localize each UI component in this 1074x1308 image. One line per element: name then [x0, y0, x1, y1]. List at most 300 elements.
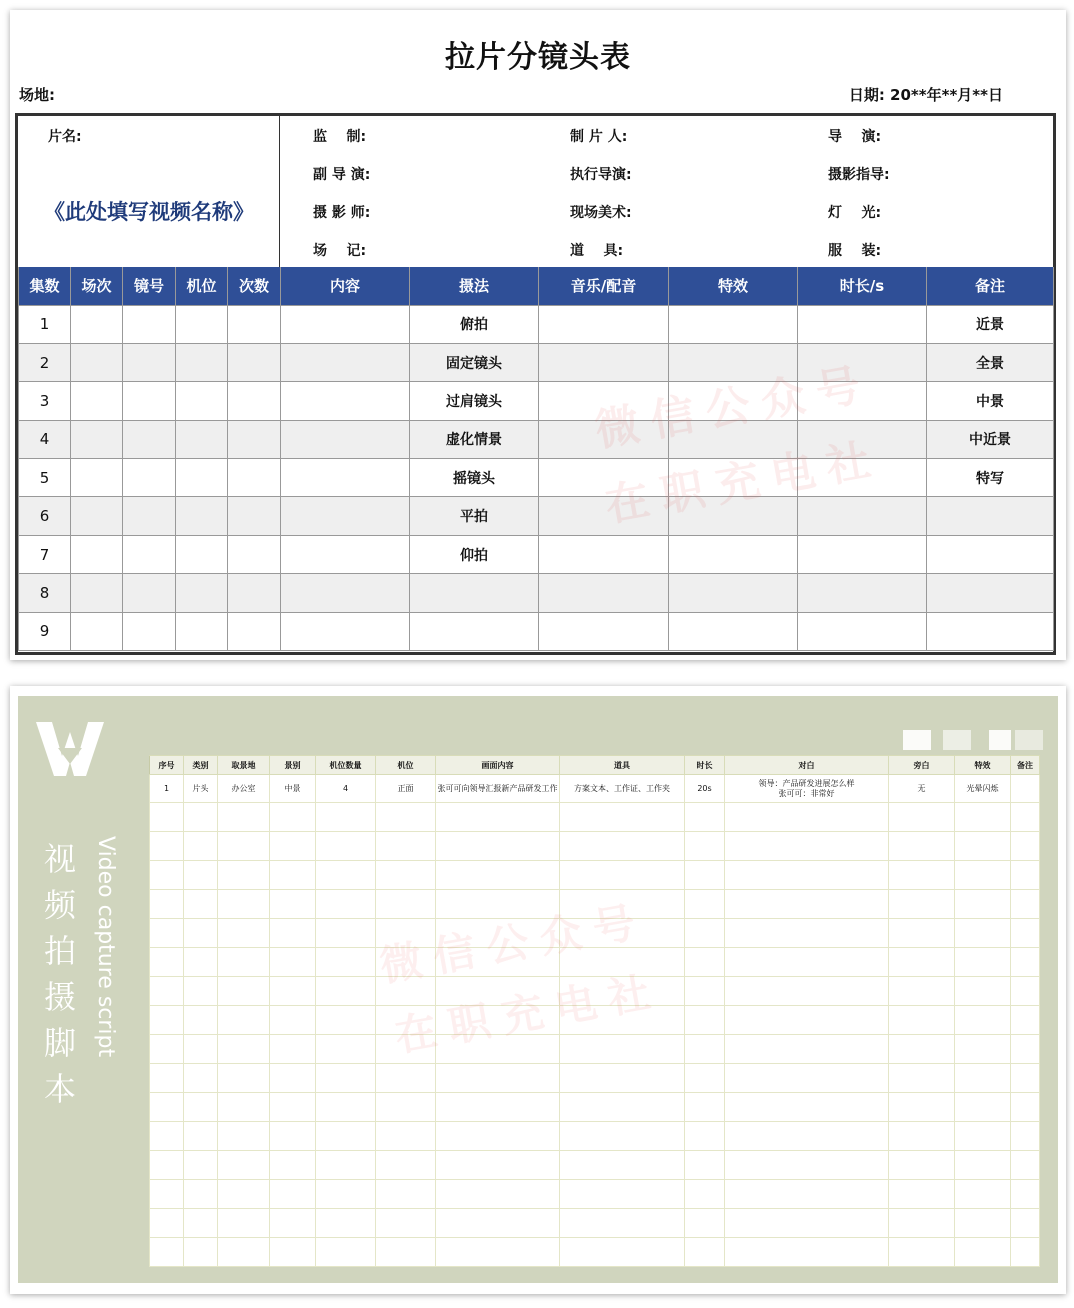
table-cell[interactable]: [376, 1151, 436, 1180]
table-cell[interactable]: [184, 890, 218, 919]
table-cell[interactable]: [560, 832, 685, 861]
table-cell[interactable]: [376, 861, 436, 890]
table-cell[interactable]: [218, 1122, 270, 1151]
table-cell[interactable]: [184, 919, 218, 948]
table-cell[interactable]: [955, 919, 1011, 948]
table-cell[interactable]: [184, 861, 218, 890]
table-cell[interactable]: [71, 497, 123, 535]
table-cell[interactable]: [150, 919, 184, 948]
table-cell[interactable]: 1: [19, 305, 71, 343]
table-cell[interactable]: [123, 459, 176, 497]
table-cell[interactable]: [316, 1209, 376, 1238]
table-cell[interactable]: [376, 1006, 436, 1035]
table-cell[interactable]: [71, 535, 123, 573]
table-cell[interactable]: [725, 977, 889, 1006]
table-cell[interactable]: [725, 919, 889, 948]
table-cell[interactable]: [150, 1122, 184, 1151]
table-cell[interactable]: [889, 1238, 955, 1267]
table-cell[interactable]: [1011, 775, 1040, 803]
table-cell[interactable]: [176, 420, 228, 458]
table-cell[interactable]: [228, 459, 281, 497]
table-cell[interactable]: [270, 1151, 316, 1180]
table-cell[interactable]: [539, 459, 669, 497]
table-cell[interactable]: [927, 535, 1054, 573]
table-cell[interactable]: [184, 1180, 218, 1209]
table-cell[interactable]: [123, 535, 176, 573]
table-cell[interactable]: [184, 948, 218, 977]
table-cell[interactable]: 6: [19, 497, 71, 535]
table-cell[interactable]: [184, 1122, 218, 1151]
table-cell[interactable]: [955, 948, 1011, 977]
table-cell[interactable]: [1011, 803, 1040, 832]
table-cell[interactable]: [71, 459, 123, 497]
table-cell[interactable]: 4: [19, 420, 71, 458]
table-cell[interactable]: [955, 803, 1011, 832]
table-cell[interactable]: [316, 948, 376, 977]
table-cell[interactable]: [316, 803, 376, 832]
table-cell[interactable]: [176, 305, 228, 343]
table-cell[interactable]: [889, 861, 955, 890]
table-cell[interactable]: [150, 1064, 184, 1093]
table-cell[interactable]: [725, 1064, 889, 1093]
table-cell[interactable]: [270, 948, 316, 977]
table-cell[interactable]: [218, 832, 270, 861]
table-cell[interactable]: [436, 1064, 560, 1093]
table-cell[interactable]: [176, 382, 228, 420]
table-cell[interactable]: [436, 1238, 560, 1267]
table-cell[interactable]: [184, 1209, 218, 1238]
table-cell[interactable]: 中景: [270, 775, 316, 803]
table-cell[interactable]: [955, 832, 1011, 861]
table-cell[interactable]: [316, 1238, 376, 1267]
table-cell[interactable]: [218, 1093, 270, 1122]
table-cell[interactable]: [725, 1180, 889, 1209]
table-cell[interactable]: [184, 1093, 218, 1122]
table-cell[interactable]: [270, 1064, 316, 1093]
table-cell[interactable]: [669, 459, 798, 497]
table-cell[interactable]: [725, 1035, 889, 1064]
table-cell[interactable]: [150, 977, 184, 1006]
table-cell[interactable]: [150, 1093, 184, 1122]
table-cell[interactable]: 虚化情景: [410, 420, 539, 458]
table-cell[interactable]: [798, 459, 927, 497]
table-cell[interactable]: [270, 1006, 316, 1035]
table-cell[interactable]: [889, 1151, 955, 1180]
table-cell[interactable]: [71, 343, 123, 381]
table-cell[interactable]: 全景: [927, 343, 1054, 381]
table-cell[interactable]: [436, 1122, 560, 1151]
table-cell[interactable]: [889, 1064, 955, 1093]
table-cell[interactable]: [669, 305, 798, 343]
table-cell[interactable]: [725, 1238, 889, 1267]
table-cell[interactable]: [376, 1238, 436, 1267]
table-cell[interactable]: [539, 574, 669, 612]
table-cell[interactable]: [376, 832, 436, 861]
table-cell[interactable]: [889, 1093, 955, 1122]
table-cell[interactable]: 光晕闪烁: [955, 775, 1011, 803]
table-cell[interactable]: [176, 612, 228, 650]
table-cell[interactable]: [150, 1238, 184, 1267]
table-cell[interactable]: 摇镜头: [410, 459, 539, 497]
table-cell[interactable]: [1011, 861, 1040, 890]
table-cell[interactable]: [798, 574, 927, 612]
table-cell[interactable]: [927, 574, 1054, 612]
table-cell[interactable]: [955, 1006, 1011, 1035]
table-cell[interactable]: [669, 535, 798, 573]
table-cell[interactable]: 平拍: [410, 497, 539, 535]
table-cell[interactable]: [150, 803, 184, 832]
table-cell[interactable]: [281, 420, 410, 458]
table-cell[interactable]: [184, 977, 218, 1006]
table-cell[interactable]: [539, 382, 669, 420]
table-cell[interactable]: [539, 535, 669, 573]
table-cell[interactable]: 张可可向领导汇报新产品研发工作: [436, 775, 560, 803]
table-cell[interactable]: [150, 861, 184, 890]
table-cell[interactable]: [436, 1093, 560, 1122]
table-cell[interactable]: [955, 861, 1011, 890]
table-cell[interactable]: [685, 1035, 725, 1064]
table-cell[interactable]: [685, 1006, 725, 1035]
table-cell[interactable]: [316, 1064, 376, 1093]
table-cell[interactable]: [560, 1122, 685, 1151]
table-cell[interactable]: [560, 890, 685, 919]
table-cell[interactable]: [218, 919, 270, 948]
table-cell[interactable]: [218, 890, 270, 919]
table-cell[interactable]: [560, 1238, 685, 1267]
table-cell[interactable]: [889, 1035, 955, 1064]
table-cell[interactable]: [184, 1006, 218, 1035]
table-cell[interactable]: [560, 919, 685, 948]
table-cell[interactable]: [184, 1238, 218, 1267]
table-cell[interactable]: [669, 612, 798, 650]
table-cell[interactable]: 5: [19, 459, 71, 497]
table-cell[interactable]: [228, 343, 281, 381]
table-cell[interactable]: [316, 1093, 376, 1122]
table-cell[interactable]: [1011, 1064, 1040, 1093]
table-cell[interactable]: [150, 832, 184, 861]
table-cell[interactable]: [685, 1093, 725, 1122]
table-cell[interactable]: 9: [19, 612, 71, 650]
table-cell[interactable]: [71, 612, 123, 650]
table-cell[interactable]: 8: [19, 574, 71, 612]
table-cell[interactable]: [685, 1064, 725, 1093]
table-cell[interactable]: [1011, 1180, 1040, 1209]
table-cell[interactable]: [889, 890, 955, 919]
table-cell[interactable]: [669, 382, 798, 420]
table-cell[interactable]: [798, 382, 927, 420]
table-cell[interactable]: [270, 890, 316, 919]
table-cell[interactable]: [798, 612, 927, 650]
table-cell[interactable]: [270, 1035, 316, 1064]
table-cell[interactable]: [1011, 1209, 1040, 1238]
table-cell[interactable]: [376, 1209, 436, 1238]
table-cell[interactable]: [376, 1180, 436, 1209]
table-cell[interactable]: [889, 948, 955, 977]
table-cell[interactable]: 20s: [685, 775, 725, 803]
table-cell[interactable]: [123, 497, 176, 535]
table-cell[interactable]: [1011, 919, 1040, 948]
table-cell[interactable]: [281, 382, 410, 420]
table-cell[interactable]: [1011, 948, 1040, 977]
table-cell[interactable]: [685, 1238, 725, 1267]
table-cell[interactable]: [560, 1151, 685, 1180]
table-cell[interactable]: [410, 612, 539, 650]
table-cell[interactable]: [184, 803, 218, 832]
table-cell[interactable]: [560, 1064, 685, 1093]
table-cell[interactable]: [270, 1122, 316, 1151]
table-cell[interactable]: [685, 1151, 725, 1180]
table-cell[interactable]: [436, 919, 560, 948]
table-cell[interactable]: [176, 459, 228, 497]
table-cell[interactable]: [71, 305, 123, 343]
table-cell[interactable]: 3: [19, 382, 71, 420]
table-cell[interactable]: 正面: [376, 775, 436, 803]
table-cell[interactable]: [436, 948, 560, 977]
table-cell[interactable]: [270, 803, 316, 832]
table-cell[interactable]: [669, 420, 798, 458]
table-cell[interactable]: [725, 1209, 889, 1238]
table-cell[interactable]: [725, 1122, 889, 1151]
table-cell[interactable]: [1011, 832, 1040, 861]
table-cell[interactable]: [539, 497, 669, 535]
table-cell[interactable]: [218, 1209, 270, 1238]
table-cell[interactable]: [218, 977, 270, 1006]
table-cell[interactable]: 固定镜头: [410, 343, 539, 381]
table-cell[interactable]: [1011, 1122, 1040, 1151]
table-cell[interactable]: [927, 497, 1054, 535]
table-cell[interactable]: [228, 497, 281, 535]
table-cell[interactable]: [218, 861, 270, 890]
table-cell[interactable]: [218, 803, 270, 832]
table-cell[interactable]: [955, 1093, 1011, 1122]
table-cell[interactable]: [685, 1180, 725, 1209]
table-cell[interactable]: [436, 977, 560, 1006]
table-cell[interactable]: [725, 861, 889, 890]
table-cell[interactable]: [685, 919, 725, 948]
table-cell[interactable]: [150, 1209, 184, 1238]
table-cell[interactable]: [123, 574, 176, 612]
table-cell[interactable]: [281, 459, 410, 497]
table-cell[interactable]: [685, 948, 725, 977]
table-cell[interactable]: [150, 890, 184, 919]
table-cell[interactable]: [316, 1180, 376, 1209]
table-cell[interactable]: [955, 890, 1011, 919]
table-cell[interactable]: 7: [19, 535, 71, 573]
table-cell[interactable]: [539, 343, 669, 381]
table-cell[interactable]: 中景: [927, 382, 1054, 420]
table-cell[interactable]: [436, 861, 560, 890]
table-cell[interactable]: [281, 497, 410, 535]
table-cell[interactable]: [685, 803, 725, 832]
table-cell[interactable]: [436, 1151, 560, 1180]
table-cell[interactable]: [218, 948, 270, 977]
table-cell[interactable]: [560, 1209, 685, 1238]
table-cell[interactable]: [725, 1093, 889, 1122]
table-cell[interactable]: [150, 1035, 184, 1064]
table-cell[interactable]: [560, 948, 685, 977]
table-cell[interactable]: [270, 1093, 316, 1122]
table-cell[interactable]: [436, 1035, 560, 1064]
table-cell[interactable]: [436, 803, 560, 832]
table-cell[interactable]: [228, 305, 281, 343]
table-cell[interactable]: [218, 1238, 270, 1267]
table-cell[interactable]: 办公室: [218, 775, 270, 803]
table-cell[interactable]: [685, 1209, 725, 1238]
table-cell[interactable]: 无: [889, 775, 955, 803]
table-cell[interactable]: [685, 1122, 725, 1151]
table-cell[interactable]: [316, 1151, 376, 1180]
table-cell[interactable]: [798, 305, 927, 343]
table-cell[interactable]: [436, 832, 560, 861]
table-cell[interactable]: [955, 1209, 1011, 1238]
table-cell[interactable]: [539, 612, 669, 650]
table-cell[interactable]: [281, 343, 410, 381]
table-cell[interactable]: [316, 832, 376, 861]
table-cell[interactable]: [798, 497, 927, 535]
table-cell[interactable]: [270, 832, 316, 861]
table-cell[interactable]: [218, 1064, 270, 1093]
table-cell[interactable]: 1: [150, 775, 184, 803]
table-cell[interactable]: 片头: [184, 775, 218, 803]
table-cell[interactable]: [150, 1006, 184, 1035]
table-cell[interactable]: [669, 497, 798, 535]
table-cell[interactable]: [123, 343, 176, 381]
table-cell[interactable]: [955, 977, 1011, 1006]
table-cell[interactable]: [376, 890, 436, 919]
table-cell[interactable]: [798, 343, 927, 381]
film-name-value[interactable]: 《此处填写视频名称》: [44, 200, 254, 224]
table-cell[interactable]: [436, 1209, 560, 1238]
table-cell[interactable]: [218, 1180, 270, 1209]
table-cell[interactable]: [725, 1006, 889, 1035]
table-cell[interactable]: 2: [19, 343, 71, 381]
table-cell[interactable]: [560, 1093, 685, 1122]
table-cell[interactable]: [123, 612, 176, 650]
table-cell[interactable]: [123, 305, 176, 343]
table-cell[interactable]: [955, 1151, 1011, 1180]
table-cell[interactable]: [316, 861, 376, 890]
table-cell[interactable]: [184, 832, 218, 861]
table-cell[interactable]: [123, 382, 176, 420]
table-cell[interactable]: [281, 535, 410, 573]
table-cell[interactable]: [955, 1064, 1011, 1093]
table-cell[interactable]: [176, 535, 228, 573]
table-cell[interactable]: [150, 1151, 184, 1180]
table-cell[interactable]: [539, 420, 669, 458]
table-cell[interactable]: [560, 803, 685, 832]
table-cell[interactable]: 领导：产品研发进展怎么样 张可可：非常好: [725, 775, 889, 803]
table-cell[interactable]: [376, 803, 436, 832]
table-cell[interactable]: [955, 1122, 1011, 1151]
table-cell[interactable]: [270, 1209, 316, 1238]
table-cell[interactable]: [71, 574, 123, 612]
table-cell[interactable]: [270, 1180, 316, 1209]
table-cell[interactable]: [560, 861, 685, 890]
table-cell[interactable]: [218, 1006, 270, 1035]
table-cell[interactable]: [218, 1035, 270, 1064]
table-cell[interactable]: [150, 948, 184, 977]
table-cell[interactable]: [725, 890, 889, 919]
table-cell[interactable]: [376, 1093, 436, 1122]
table-cell[interactable]: [560, 977, 685, 1006]
table-cell[interactable]: [376, 919, 436, 948]
table-cell[interactable]: [410, 574, 539, 612]
table-cell[interactable]: [376, 948, 436, 977]
table-cell[interactable]: [725, 948, 889, 977]
table-cell[interactable]: [436, 890, 560, 919]
table-cell[interactable]: [560, 1035, 685, 1064]
table-cell[interactable]: [725, 803, 889, 832]
table-cell[interactable]: [436, 1006, 560, 1035]
table-cell[interactable]: [955, 1180, 1011, 1209]
table-cell[interactable]: 中近景: [927, 420, 1054, 458]
table-cell[interactable]: [316, 890, 376, 919]
table-cell[interactable]: [270, 861, 316, 890]
table-cell[interactable]: [560, 1006, 685, 1035]
table-cell[interactable]: [889, 832, 955, 861]
table-cell[interactable]: [889, 977, 955, 1006]
table-cell[interactable]: [184, 1064, 218, 1093]
table-cell[interactable]: [685, 832, 725, 861]
table-cell[interactable]: [316, 1006, 376, 1035]
table-cell[interactable]: [376, 1035, 436, 1064]
table-cell[interactable]: [1011, 977, 1040, 1006]
table-cell[interactable]: [889, 1006, 955, 1035]
table-cell[interactable]: [669, 574, 798, 612]
table-cell[interactable]: [184, 1035, 218, 1064]
table-cell[interactable]: [725, 1151, 889, 1180]
table-cell[interactable]: [228, 420, 281, 458]
table-cell[interactable]: [1011, 1238, 1040, 1267]
table-cell[interactable]: [539, 305, 669, 343]
table-cell[interactable]: [1011, 1151, 1040, 1180]
table-cell[interactable]: [669, 343, 798, 381]
table-cell[interactable]: [798, 535, 927, 573]
table-cell[interactable]: [798, 420, 927, 458]
table-cell[interactable]: [955, 1035, 1011, 1064]
table-cell[interactable]: [270, 977, 316, 1006]
table-cell[interactable]: [1011, 890, 1040, 919]
table-cell[interactable]: 过肩镜头: [410, 382, 539, 420]
table-cell[interactable]: [376, 977, 436, 1006]
table-cell[interactable]: [376, 1064, 436, 1093]
table-cell[interactable]: [889, 919, 955, 948]
table-cell[interactable]: 俯拍: [410, 305, 539, 343]
table-cell[interactable]: [176, 343, 228, 381]
table-cell[interactable]: [927, 612, 1054, 650]
table-cell[interactable]: [176, 574, 228, 612]
table-cell[interactable]: 近景: [927, 305, 1054, 343]
table-cell[interactable]: [281, 612, 410, 650]
table-cell[interactable]: [376, 1122, 436, 1151]
table-cell[interactable]: [560, 1180, 685, 1209]
table-cell[interactable]: [281, 305, 410, 343]
table-cell[interactable]: [123, 420, 176, 458]
table-cell[interactable]: [71, 382, 123, 420]
table-cell[interactable]: [270, 919, 316, 948]
table-cell[interactable]: [1011, 1035, 1040, 1064]
table-cell[interactable]: 特写: [927, 459, 1054, 497]
table-cell[interactable]: [436, 1180, 560, 1209]
table-cell[interactable]: [1011, 1006, 1040, 1035]
table-cell[interactable]: [218, 1151, 270, 1180]
table-cell[interactable]: [725, 832, 889, 861]
table-cell[interactable]: [889, 803, 955, 832]
table-cell[interactable]: [228, 535, 281, 573]
table-cell[interactable]: [685, 861, 725, 890]
table-cell[interactable]: [1011, 1093, 1040, 1122]
table-cell[interactable]: [316, 1122, 376, 1151]
